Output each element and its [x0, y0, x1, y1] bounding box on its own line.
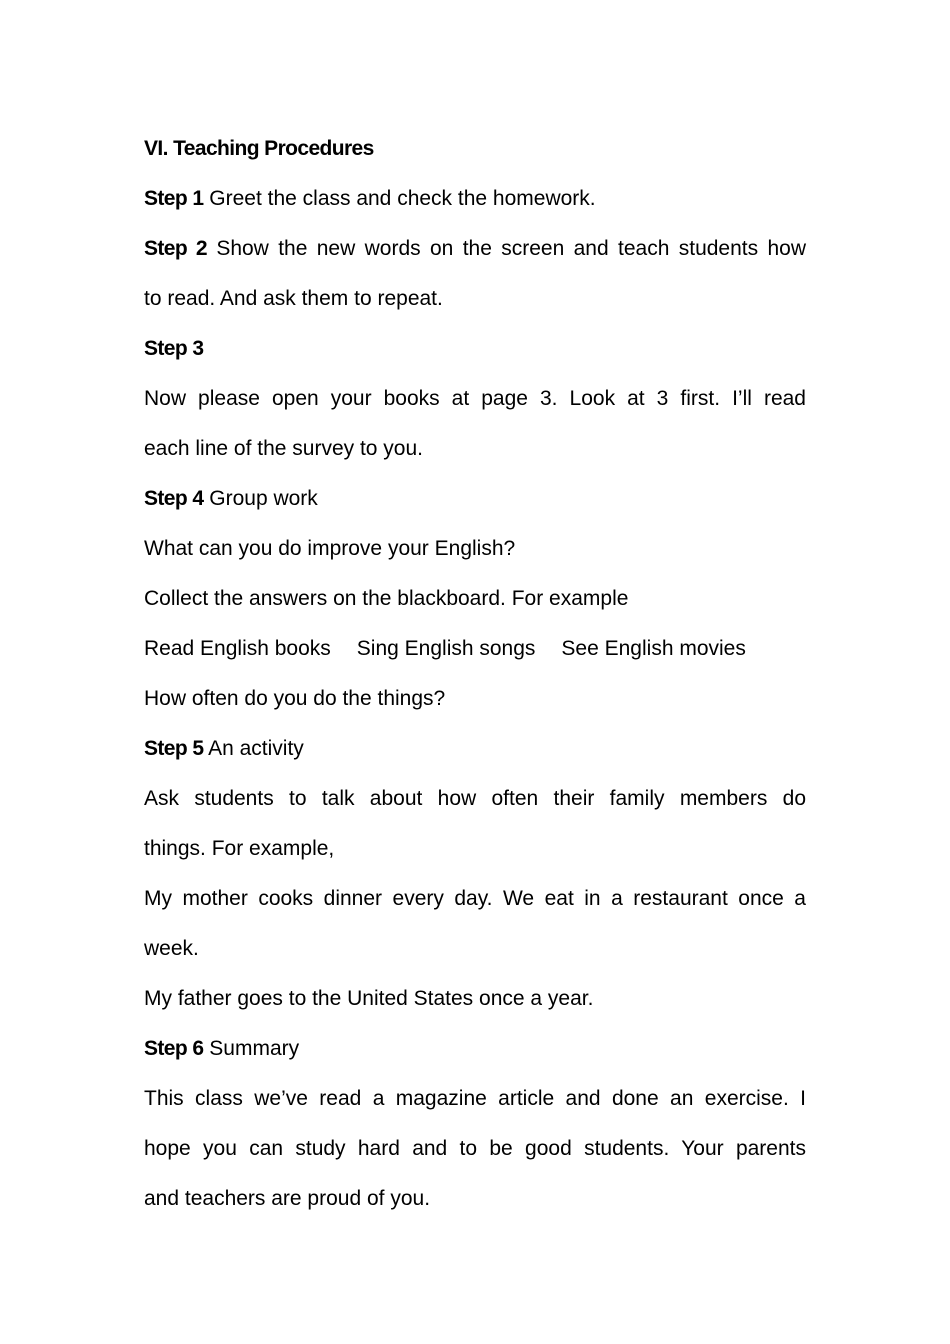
example-item: Read English books: [144, 637, 331, 660]
step-6-line-2: hope you can study hard and to be good students. Your parents: [144, 1137, 806, 1160]
step-5-text: An activity: [208, 737, 304, 760]
section-heading: [144, 124, 806, 174]
step-2-line-1: [144, 224, 806, 274]
step-3-line-2: each line of the survey to you.: [144, 437, 423, 460]
step-5-example-1-c: week.: [144, 937, 199, 960]
step-4-examples: [144, 624, 806, 674]
step-3-label: Step 3: [144, 337, 204, 360]
step-5-example-1: [144, 874, 806, 924]
step-4: [144, 474, 806, 524]
step-4-followup: How often do you do the things?: [144, 687, 446, 710]
step-5-example-1-a: My mother cooks dinner every day.: [144, 887, 493, 910]
step-2-label: Step 2: [144, 237, 207, 260]
section-heading-text: VI. Teaching Procedures: [144, 137, 374, 160]
step-1-label: Step 1: [144, 187, 204, 210]
step-6: [144, 1024, 806, 1074]
document-page: [144, 124, 806, 1224]
step-5-line-2: things. For example,: [144, 837, 335, 860]
step-2-text: Show the new words on the screen and teach students how: [216, 237, 807, 260]
step-4-collect: Collect the answers on the blackboard. For example: [144, 587, 629, 610]
step-1-text: Greet the class and check the homework.: [209, 187, 596, 210]
step-1: [144, 174, 806, 224]
step-5-label: Step 5: [144, 737, 204, 760]
step-4-question: What can you do improve your English?: [144, 537, 516, 560]
example-item: See English movies: [561, 637, 746, 660]
step-5-example-1-b: We eat in a restaurant once a: [502, 887, 806, 910]
example-item: Sing English songs: [356, 637, 536, 660]
step-4-text: Group work: [209, 487, 318, 510]
step-5-line-1: Ask students to talk about how often their family members do: [144, 787, 806, 810]
step-3: [144, 324, 806, 374]
step-2-line-2: to read. And ask them to repeat.: [144, 287, 443, 310]
step-6-label: Step 6: [144, 1037, 204, 1060]
step-6-line-1: This class we’ve read a magazine article and done an exercise. I: [144, 1087, 806, 1110]
step-5-example-2: My father goes to the United States once a year.: [144, 987, 594, 1010]
step-3-line-1: Now please open your books at page 3. Look at 3 first. I’ll read: [144, 387, 806, 410]
step-6-text: Summary: [209, 1037, 300, 1060]
step-6-line-3: and teachers are proud of you.: [144, 1187, 431, 1210]
step-5: [144, 724, 806, 774]
step-4-label: Step 4: [144, 487, 204, 510]
